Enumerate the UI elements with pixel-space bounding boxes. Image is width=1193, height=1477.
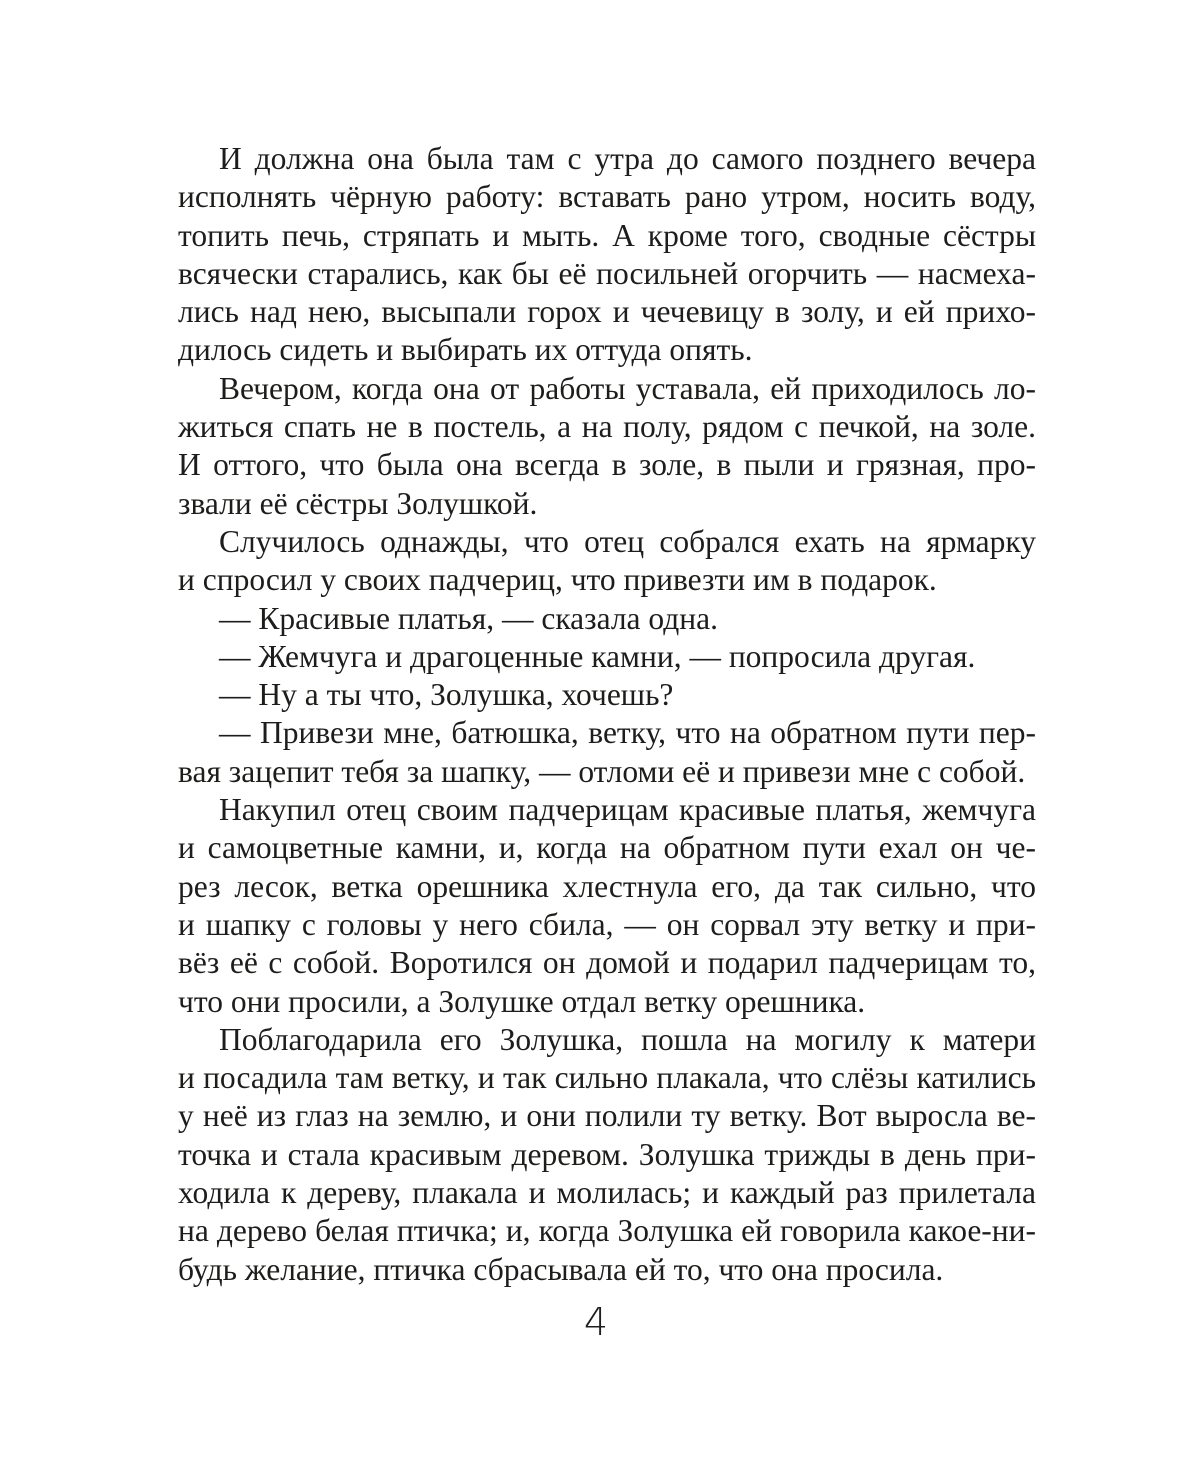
text-line: ходила к дереву, плакала и молилась; и каждый раз прилетала [178,1175,1036,1211]
dialogue-line: — Привези мне, батюшка, ветку, что на обратном пути пер- [219,715,1036,751]
text-line: Случилось однажды, что отец собрался ехать на ярмарку [219,523,1036,559]
text-line: И оттого, что была она всегда в золе, в пыли и грязная, про- [178,447,1036,483]
text-line: Поблагодарила его Золушка, пошла на могилу к матери [219,1021,1036,1057]
text-line: точка и стала красивым деревом. Золушка трижды в день при- [178,1136,1036,1172]
text-line: рез лесок, ветка орешника хлестнула его, да так сильно, что [178,868,1036,904]
page-number: 4 [583,1300,609,1344]
text-line: вёз её с собой. Воротился он домой и подарил падчерицам то, [178,945,1036,981]
text-line: дилось сидеть и выбирать их оттуда опять. [178,332,753,368]
text-line: звали её сёстры Золушкой. [178,485,538,521]
text-line: и самоцветные камни, и, когда на обратном пути ехал он че- [178,830,1036,866]
text-line: у неё из глаз на землю, и они полили ту ветку. Вот выросла ве- [178,1098,1036,1134]
text-line: И должна она была там с утра до самого позднего вечера [219,141,1036,176]
text-line: и шапку с головы у него сбила, — он сорвал эту ветку и при- [178,906,1036,942]
dialogue-line: — Красивые платья, — сказала одна. [219,600,718,636]
text-line: исполнять чёрную работу: вставать рано утром, носить воду, [178,179,1036,215]
text-line: лись над нею, высыпали горох и чечевицу в золу, и ей прихо- [178,294,1036,330]
body-text [178,140,1036,1289]
dialogue-line: — Жемчуга и драгоценные камни, — попросила другая. [219,638,976,674]
text-line: вая зацепит тебя за шапку, — отломи её и привези мне с собой. [178,753,1026,789]
text-line: всячески старались, как бы её посильней огорчить — насмеха- [178,255,1036,291]
text-line: и спросил у своих падчериц, что привезти им в подарок. [178,562,937,598]
text-line: Вечером, когда она от работы уставала, ей приходилось ло- [219,370,1036,406]
text-line: на дерево белая птичка; и, когда Золушка ей говорила какое-ни- [178,1213,1036,1249]
text-line: топить печь, стряпать и мыть. А кроме того, сводные сёстры [178,217,1036,253]
text-line: и посадила там ветку, и так сильно плакала, что слёзы катились [178,1060,1036,1096]
text-line: что они просили, а Золушке отдал ветку орешника. [178,983,866,1019]
dialogue-line: — Ну а ты что, Золушка, хочешь? [219,677,674,713]
text-line: житься спать не в постель, а на полу, рядом с печкой, на золе. [178,409,1036,445]
text-line: Накупил отец своим падчерицам красивые платья, жемчуга [219,792,1036,828]
text-line: будь желание, птичка сбрасывала ей то, что она просила. [178,1251,944,1287]
